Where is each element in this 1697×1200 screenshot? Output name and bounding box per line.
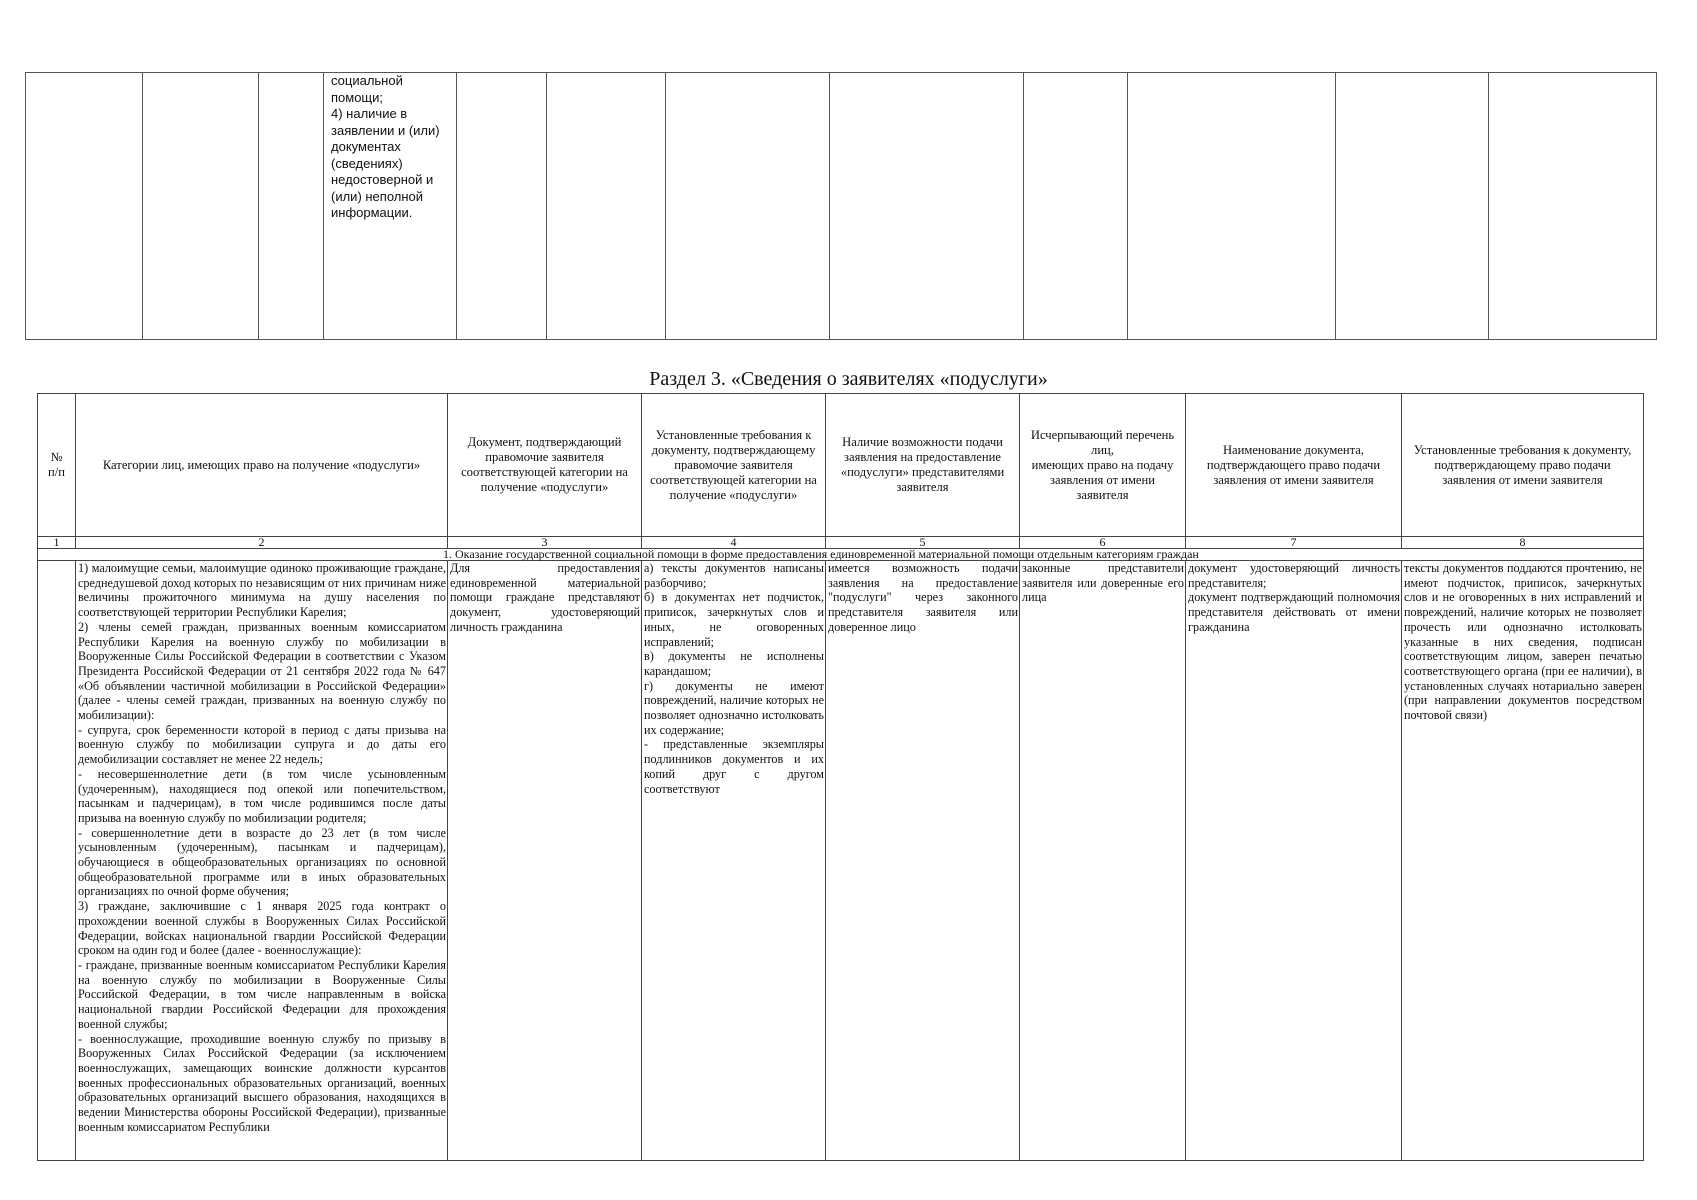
column-number: 5: [826, 537, 1020, 549]
row-number-cell: [38, 561, 76, 1161]
column-number: 6: [1020, 537, 1186, 549]
continuation-cell-8: [830, 73, 1024, 340]
continuation-cell-6: [547, 73, 666, 340]
continuation-cell-7: [666, 73, 830, 340]
continuation-cell-12: [1489, 73, 1657, 340]
header-representative-requirements: Установленные требования к документу, подтверждающему право подачи заявления от имени заявителя: [1402, 394, 1644, 537]
header-representative-document: Наименование документа, подтверждающего право подачи заявления от имени заявителя: [1186, 394, 1402, 537]
header-categories: Категории лиц, имеющих право на получение «подуслуги»: [76, 394, 448, 537]
section-title: Раздел 3. «Сведения о заявителях «подуслуги»: [649, 368, 1048, 390]
continuation-cell-3: [259, 73, 324, 340]
column-number: 4: [642, 537, 826, 549]
applicants-table: [37, 393, 1644, 1161]
header-representative-possibility: Наличие возможности подачи заявления на предоставление «подуслуги» представителями заявителя: [826, 394, 1020, 537]
continuation-cell-11: [1336, 73, 1489, 340]
column-number: 8: [1402, 537, 1644, 549]
table-row: [38, 561, 1644, 1161]
subservice-title: 1. Оказание государственной социальной помощи в форме предоставления единовременной материальной помощи отдельным категориям граждан: [38, 549, 1644, 561]
continuation-cell-1: [26, 73, 143, 340]
continuation-cell-9: [1024, 73, 1128, 340]
representative-possibility-cell: имеется возможность подачи заявления на предоставление "подуслуги" через законного представителя заявителя или доверенное лицо: [826, 561, 1020, 1161]
continuation-row: [26, 73, 1657, 340]
continuation-cell-2: [143, 73, 259, 340]
column-number: 3: [448, 537, 642, 549]
header-authority-document: Документ, подтверждающий правомочие заявителя соответствующей категории на получение «подуслуги»: [448, 394, 642, 537]
continuation-table: [25, 72, 1657, 340]
header-number: № п/п: [38, 394, 76, 537]
representative-requirements-cell: тексты документов поддаются прочтению, не имеют подчисток, приписок, зачеркнутых слов и не оговоренных в них исправлений и повреждений, наличие которых не позволяет прочесть или однозначно истолковать указанные в них сведения, подписан соответствующим лицом, заверен печатью соответствующего органа (при ее наличии), в установленных случаях нотариально заверен (при направлении документов посредством почтовой связи): [1402, 561, 1644, 1161]
header-authority-requirements: Установленные требования к документу, подтверждающему правомочие заявителя соответствующей категории на получение «подуслуги»: [642, 394, 826, 537]
continuation-cell-4: социальной помощи; 4) наличие в заявлении и (или) документах (сведениях) недостоверной и (или) неполной информации.: [324, 73, 457, 340]
subservice-title-row: [38, 549, 1644, 561]
column-number: 2: [76, 537, 448, 549]
representative-document-cell: документ удостоверяющий личность представителя; документ подтверждающий полномочия представителя действовать от имени гражданина: [1186, 561, 1402, 1161]
continuation-cell-5: [457, 73, 547, 340]
column-number: 7: [1186, 537, 1402, 549]
header-representatives-list: Исчерпывающий перечень лиц, имеющих право на подачу заявления от имени заявителя: [1020, 394, 1186, 537]
continuation-cell-10: [1128, 73, 1336, 340]
column-number: 1: [38, 537, 76, 549]
authority-requirements-cell: а) тексты документов написаны разборчиво; б) в документах нет подчисток, приписок, зачеркнутых слов и иных, не оговоренных исправлений; в) документы не исполнены карандашом; г) документы не имеют повреждений, наличие которых не позволяет однозначно истолковать их содержание; - представленные экземпляры подлинников документов и их копий друг с другом соответствуют: [642, 561, 826, 1161]
representatives-list-cell: законные представители заявителя или доверенные его лица: [1020, 561, 1186, 1161]
categories-cell: 1) малоимущие семьи, малоимущие одиноко проживающие граждане, среднедушевой доход которых по независящим от них причинам ниже величины прожиточного минимума на душу населения по соответствующей территории Республики Карелия; 2) члены семей граждан, призванных военным комиссариатом Республики Карелия на военную службу по мобилизации в Вооруженные Силы Российской Федерации в соответствии с Указом Президента Российской Федерации от 21 сентября 2022 года № 647 «Об объявлении частичной мобилизации в Российской Федерации» (далее - члены семей граждан, призванных на военную службу по мобилизации): - супруга, срок беременности которой в период с даты призыва на военную службу по мобилизации супруга и до даты его демобилизации составляет не менее 22 недель; - несовершеннолетние дети (в том числе усыновленным (удочеренным), находящиеся под опекой или попечительством, пасынкам и падчерицам), в том числе родившимся после даты призыва на военную службу по мобилизации родителя; - совершеннолетние дети в возрасте до 23 лет (в том числе усыновленным (удочеренным), пасынкам и падчерицам), обучающиеся в общеобразовательных организациях по основной общеобразовательной программе или в иных образовательных организациях по очной форме обучения; 3) граждане, заключившие с 1 января 2025 года контракт о прохождении военной службы в Вооруженных Силах Российской Федерации, войсках национальной гвардии Российской Федерации сроком на один год и более (далее - военнослужащие): - граждане, призванные военным комиссариатом Республики Карелия на военную службу по мобилизации в Вооруженные Силы Российской Федерации, в том числе направленным в войска национальной гвардии Российской Федерации для прохождения военной службы; - военнослужащие, проходившие военную службу по призыву в Вооруженных Силах Российской Федерации (за исключением военнослужащих, замещающих воинские должности курсантов военных профессиональных образовательных организаций, военных образовательных организаций высшего образования, находящихся в ведении Министерства обороны Российской Федерации), призванные военным комиссариатом Республики: [76, 561, 448, 1161]
header-row: [38, 394, 1644, 537]
authority-document-cell: Для предоставления единовременной материальной помощи граждане представляют документ, удостоверяющий личность гражданина: [448, 561, 642, 1161]
